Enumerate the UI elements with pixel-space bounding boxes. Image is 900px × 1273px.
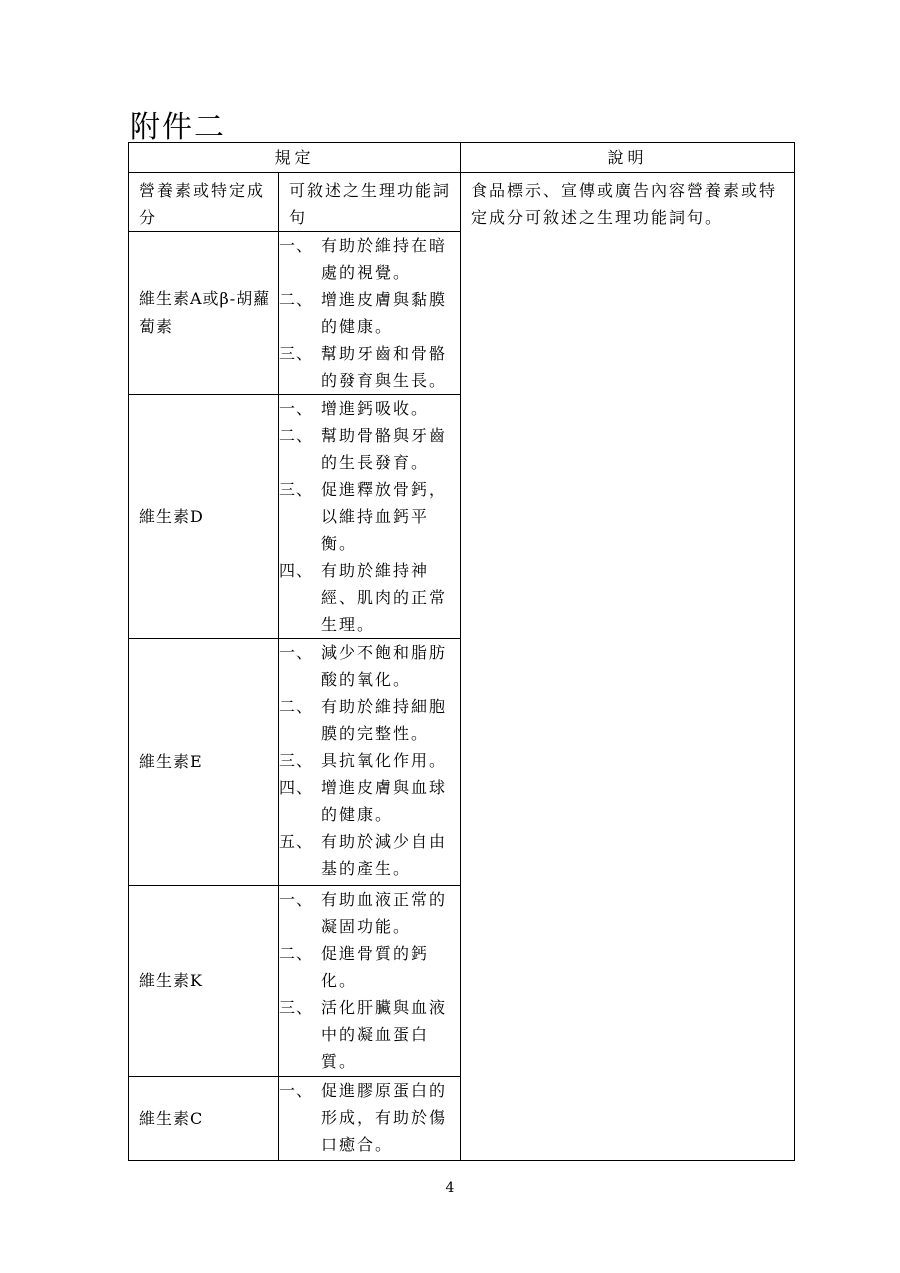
attachment-title: 附件二 <box>130 110 226 145</box>
claim-item <box>279 994 460 1075</box>
claim-text: 幫助牙齒和骨骼的發育與生長。 <box>321 344 448 390</box>
claim-number: 三、 <box>279 998 314 1017</box>
claim-text: 有助於維持神經、肌肉的正常生理。 <box>321 561 448 634</box>
claim-item <box>279 774 460 828</box>
claim-number: 一、 <box>279 236 314 255</box>
explanation-text: 食品標示、宣傳或廣告內容營養素或特定成分可敘述之生理功能詞句。 <box>471 181 778 227</box>
claims-cell <box>279 886 461 1077</box>
claim-text: 促進骨質的鈣化。 <box>321 944 430 990</box>
claim-item <box>279 886 460 940</box>
claim-item <box>279 693 460 747</box>
claim-text: 有助於維持在暗處的視覺。 <box>321 236 448 282</box>
claim-text: 促進膠原蛋白的形成，有助於傷口癒合。 <box>321 1081 448 1154</box>
claim-text: 增進鈣吸收。 <box>321 399 430 418</box>
nutrient-name: 維生素D <box>129 395 279 639</box>
claims-column-header: 可敘述之生理功能詞句 <box>279 173 461 232</box>
nutrient-claims-table <box>128 142 795 1161</box>
claim-text: 有助於維持細胞膜的完整性。 <box>321 697 448 743</box>
claim-item <box>279 828 460 882</box>
claim-text: 增進皮膚與血球的健康。 <box>321 778 448 824</box>
claim-item <box>279 1077 460 1158</box>
claim-number: 一、 <box>279 890 314 909</box>
regulation-header: 規定 <box>129 143 461 173</box>
claim-text: 增進皮膚與黏膜的健康。 <box>321 290 448 336</box>
claim-number: 三、 <box>279 751 314 770</box>
claim-number: 一、 <box>279 1081 314 1100</box>
claim-item <box>279 940 460 994</box>
nutrient-name: 維生素K <box>129 886 279 1077</box>
claim-number: 五、 <box>279 832 314 851</box>
claim-item <box>279 286 460 340</box>
explanation-cell <box>461 173 795 1161</box>
claims-cell <box>279 395 461 639</box>
nutrient-column-header: 營養素或特定成分 <box>129 173 279 232</box>
claim-item <box>279 557 460 638</box>
claims-cell <box>279 639 461 886</box>
claim-text: 具抗氧化作用。 <box>321 751 448 770</box>
claim-text: 有助於減少自由基的產生。 <box>321 832 448 878</box>
claim-number: 二、 <box>279 426 314 445</box>
claim-item <box>279 476 460 557</box>
claims-cell <box>279 1077 461 1161</box>
nutrient-name: 維生素A或β-胡蘿蔔素 <box>129 232 279 395</box>
page-number: 4 <box>445 1180 455 1196</box>
claim-number: 一、 <box>279 643 314 662</box>
claim-number: 四、 <box>279 778 314 797</box>
claim-text: 活化肝臟與血液中的凝血蛋白質。 <box>321 998 448 1071</box>
claim-text: 減少不飽和脂肪酸的氧化。 <box>321 643 448 689</box>
claim-number: 三、 <box>279 344 314 363</box>
claim-number: 二、 <box>279 944 314 963</box>
nutrient-name: 維生素E <box>129 639 279 886</box>
claim-text: 促進釋放骨鈣，以維持血鈣平衡。 <box>321 480 448 553</box>
nutrient-name: 維生素C <box>129 1077 279 1161</box>
claim-item <box>279 232 460 286</box>
claim-number: 二、 <box>279 290 314 309</box>
claim-text: 有助血液正常的凝固功能。 <box>321 890 448 936</box>
claim-item <box>279 422 460 476</box>
claim-item <box>279 747 460 774</box>
claim-number: 三、 <box>279 480 314 499</box>
claim-item <box>279 395 460 422</box>
claim-number: 一、 <box>279 399 314 418</box>
explanation-header: 說明 <box>461 143 795 173</box>
claim-item <box>279 639 460 693</box>
claim-item <box>279 340 460 394</box>
claim-number: 二、 <box>279 697 314 716</box>
claims-cell <box>279 232 461 395</box>
claim-text: 幫助骨骼與牙齒的生長發育。 <box>321 426 448 472</box>
claim-number: 四、 <box>279 561 314 580</box>
